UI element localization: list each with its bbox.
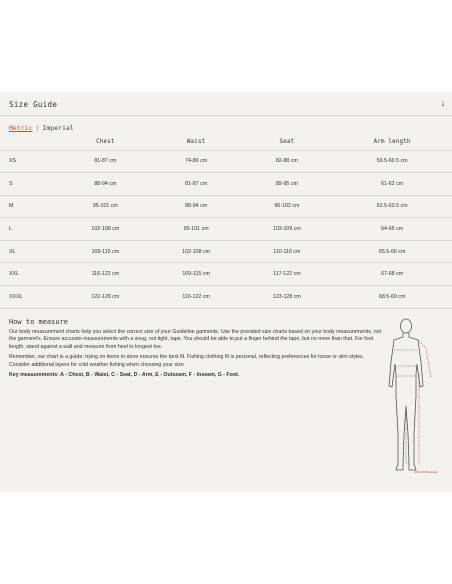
table-row	[0, 286, 452, 309]
size-label: L	[0, 218, 60, 241]
table-cell: 89-95 cm	[242, 173, 333, 196]
size-label: XXL	[0, 263, 60, 286]
table-cell: 109-115 cm	[60, 240, 151, 263]
table-cell: 64-65 cm	[332, 218, 452, 241]
table-cell: 95-101 cm	[151, 218, 242, 241]
table-cell: 116-122 cm	[60, 263, 151, 286]
table-cell: 96-102 cm	[242, 195, 333, 218]
table-cell: 62.5-63.5 cm	[332, 195, 452, 218]
size-label: S	[0, 173, 60, 196]
table-cell: 74-80 cm	[151, 150, 242, 173]
table-row	[0, 150, 452, 173]
body-measurement-figure-icon	[382, 314, 446, 484]
table-cell: 116-122 cm	[151, 286, 242, 309]
column-header-chest: Chest	[60, 134, 151, 150]
size-label: XL	[0, 240, 60, 263]
table-row	[0, 240, 452, 263]
table-cell: 82-88 cm	[242, 150, 333, 173]
metric-toggle[interactable]: Metric	[9, 124, 33, 132]
table-cell: 67-68 cm	[332, 263, 452, 286]
howto-paragraph: Our body measurement charts help you select the correct size of your Guideline garments. Use the provided size charts based on your body measurements, not the garment's. Ensure accurate measurements with a snug, not tight, tape. You should be able to put a finger behind the tape, but no more than that. For foot length, stand against a wall and measure from heel to longest toe.	[9, 329, 382, 350]
unit-toggle	[9, 124, 74, 132]
size-label: M	[0, 195, 60, 218]
key-measurements: Key measurements: A - Chest, B - Waist, C - Seat, D - Arm, E - Outseam, F - Inseam, G - Foot.	[9, 372, 240, 379]
table-cell: 68.5-69 cm	[332, 286, 452, 309]
column-header	[0, 134, 60, 150]
table-cell: 81-87 cm	[60, 150, 151, 173]
table-row	[0, 263, 452, 286]
table-cell: 81-87 cm	[151, 173, 242, 196]
column-header-waist: Waist	[151, 134, 242, 150]
size-label: XXXL	[0, 286, 60, 309]
table-header-row	[0, 134, 452, 150]
size-guide-header[interactable]	[0, 92, 452, 116]
arrow-down-icon[interactable]: ↓	[440, 98, 446, 108]
column-header-seat: Seat	[242, 134, 333, 150]
table-cell: 103-109 cm	[242, 218, 333, 241]
table-cell: 110-116 cm	[242, 240, 333, 263]
how-to-measure-text	[9, 329, 382, 382]
size-guide-panel	[0, 92, 452, 492]
table-cell: 123-128 cm	[242, 286, 333, 309]
table-cell: 102-108 cm	[60, 218, 151, 241]
table-cell: 117-122 cm	[242, 263, 333, 286]
table-row	[0, 173, 452, 196]
table-cell: 122-128 cm	[60, 286, 151, 309]
table-cell: 88-94 cm	[60, 173, 151, 196]
table-cell: 88-94 cm	[151, 195, 242, 218]
imperial-toggle[interactable]: Imperial	[42, 124, 74, 132]
table-cell: 59.5-60.5 cm	[332, 150, 452, 173]
table-row	[0, 195, 452, 218]
how-to-measure-title: How to measure	[9, 318, 69, 326]
table-cell: 102-108 cm	[151, 240, 242, 263]
table-cell: 109-115 cm	[151, 263, 242, 286]
table-cell: 95-101 cm	[60, 195, 151, 218]
figure-label-heel: Toe/heel	[426, 470, 438, 474]
table-cell: 65.5-66 cm	[332, 240, 452, 263]
size-guide-title: Size Guide	[9, 100, 58, 109]
howto-paragraph: Remember, our chart is a guide; trying on items in-store ensures the best fit. Fishing clothing fit is personal, reflecting preferences for loose or slim styles. Consider additional layers for cold weather fishing when choosing your size	[9, 354, 365, 368]
table-cell: 61-62 cm	[332, 173, 452, 196]
size-table	[0, 134, 452, 309]
column-header-arm-length: Arm length	[332, 134, 452, 150]
size-label: XS	[0, 150, 60, 173]
unit-separator: |	[35, 124, 40, 132]
table-row	[0, 218, 452, 241]
